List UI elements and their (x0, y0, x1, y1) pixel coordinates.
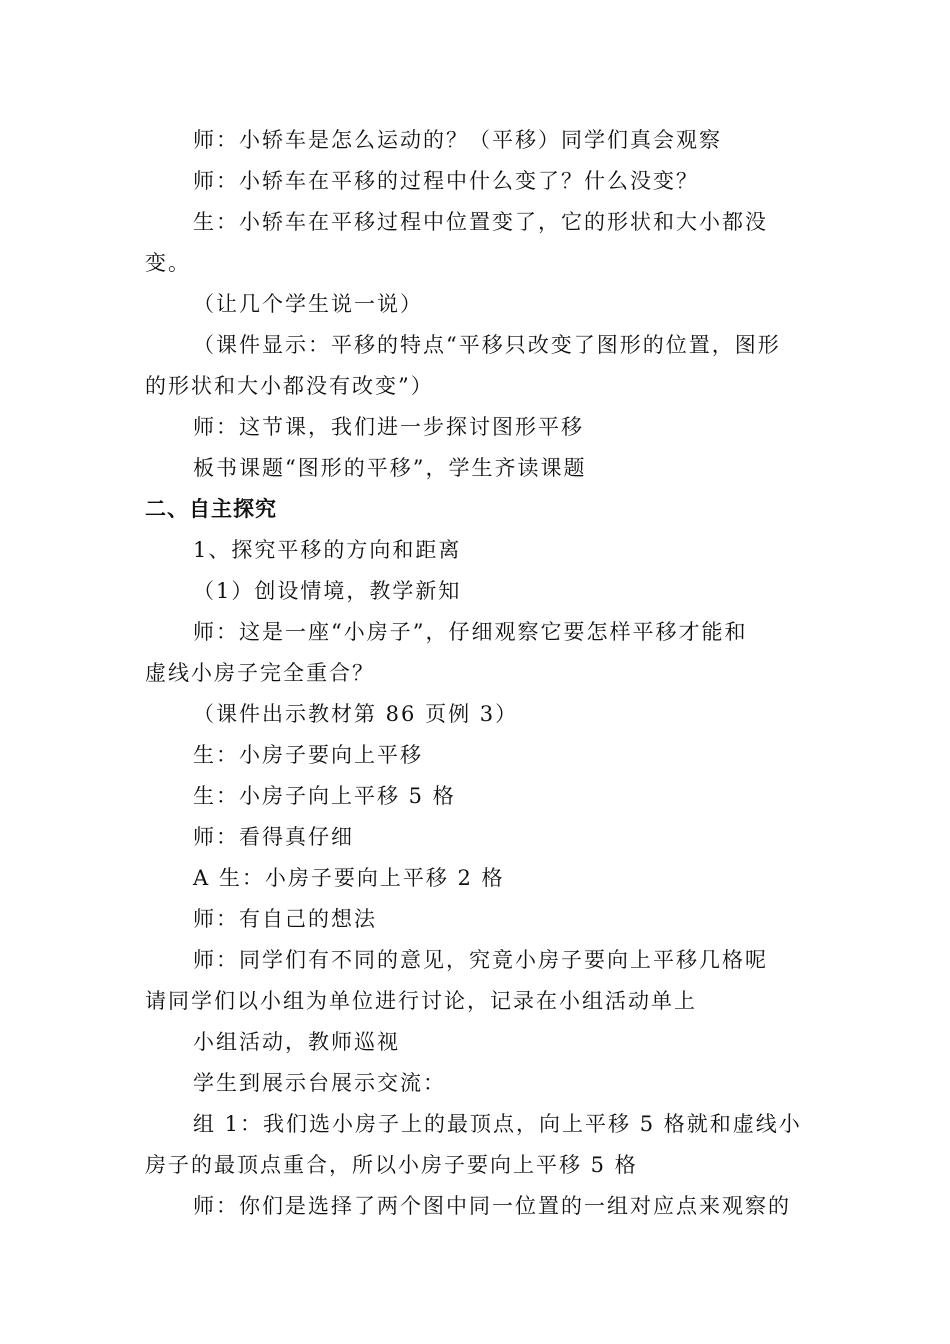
text-line: A 生：小房子要向上平移 2 格 (193, 866, 505, 890)
text-line: 生：小房子要向上平移 (193, 743, 423, 767)
text-line: 师：同学们有不同的意见，究竟小房子要向上平移几格呢 (193, 948, 768, 972)
text-line: 虚线小房子完全重合？ (145, 661, 375, 685)
text-line: 生：小轿车在平移过程中位置变了，它的形状和大小都没 (193, 210, 768, 234)
text-line: 的形状和大小都没有改变”） (145, 374, 434, 398)
text-line: 小组活动，教师巡视 (193, 1030, 400, 1054)
text-line: （课件显示：平移的特点“平移只改变了图形的位置，图形 (193, 333, 781, 357)
text-line: 板书课题“图形的平移”，学生齐读课题 (193, 456, 587, 480)
text-line: 1、探究平移的方向和距离 (193, 538, 462, 562)
text-line: 组 1：我们选小房子上的最顶点，向上平移 5 格就和虚线小 (193, 1112, 802, 1136)
text-line: 师：你们是选择了两个图中同一位置的一组对应点来观察的 (193, 1194, 791, 1218)
text-line: 学生到展示台展示交流： (193, 1071, 446, 1095)
text-line: 师：小轿车在平移的过程中什么变了？什么没变？ (193, 169, 699, 193)
text-line: 师：这是一座“小房子”，仔细观察它要怎样平移才能和 (193, 620, 748, 644)
text-line: 师：这节课，我们进一步探讨图形平移 (193, 415, 584, 439)
section-heading: 二、自主探究 (145, 496, 277, 521)
text-line: （让几个学生说一说） (193, 292, 423, 316)
text-line: 师：小轿车是怎么运动的？（平移）同学们真会观察 (193, 128, 722, 152)
text-line: 房子的最顶点重合，所以小房子要向上平移 5 格 (145, 1153, 638, 1177)
text-line: （1）创设情境，教学新知 (193, 579, 462, 603)
text-line: 请同学们以小组为单位进行讨论，记录在小组活动单上 (145, 989, 697, 1013)
text-line: 变。 (145, 251, 191, 275)
text-line: 生：小房子向上平移 5 格 (193, 784, 456, 808)
text-line: （课件出示教材第 86 页例 3） (193, 702, 519, 726)
text-line: 师：有自己的想法 (193, 907, 377, 931)
text-line: 师：看得真仔细 (193, 825, 354, 849)
